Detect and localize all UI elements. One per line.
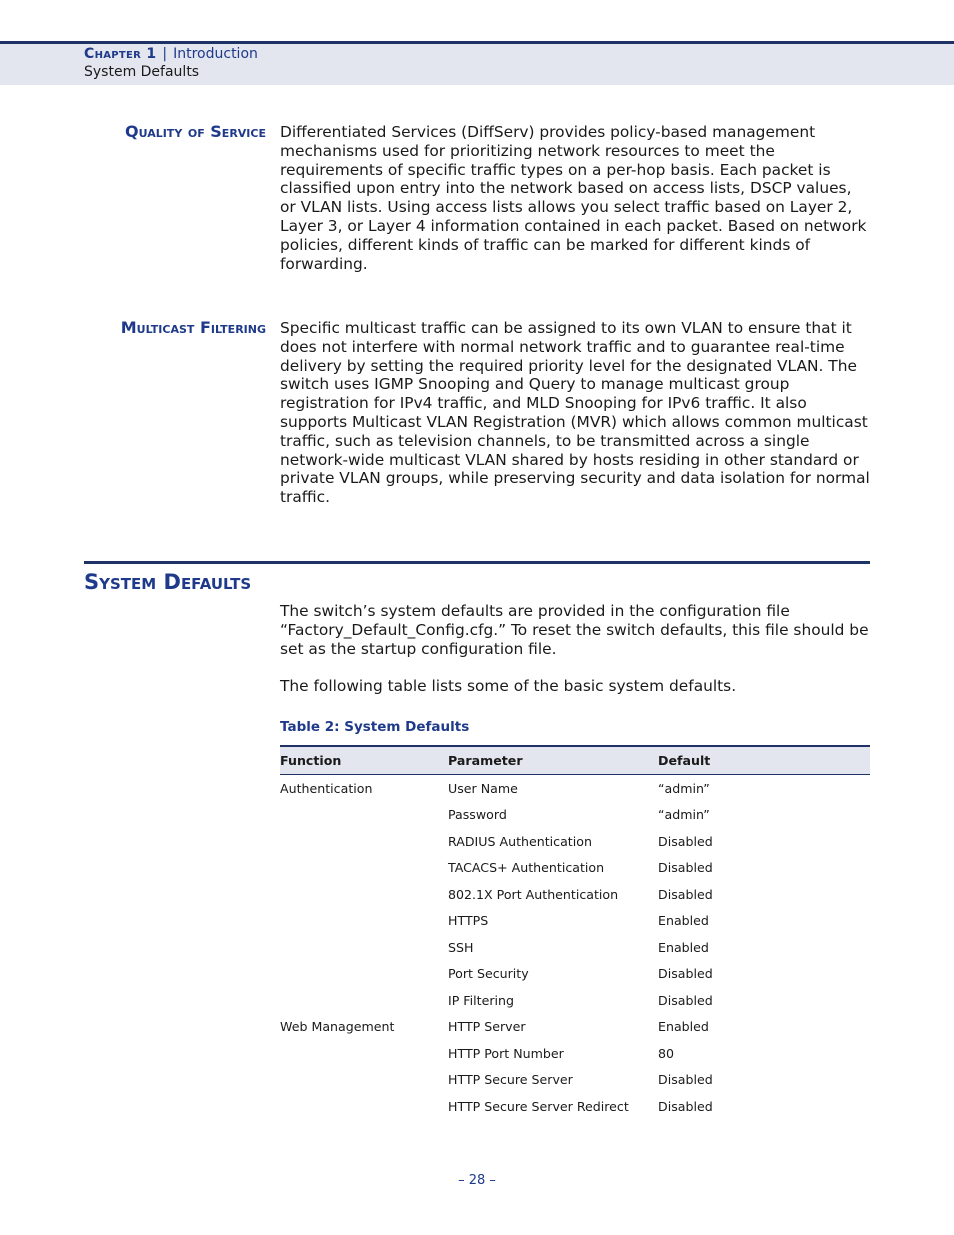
column-header-default: Default bbox=[658, 746, 870, 775]
system-defaults-table bbox=[280, 745, 870, 1120]
table-row bbox=[280, 855, 870, 882]
table-row bbox=[280, 934, 870, 961]
header-section: System Defaults bbox=[84, 64, 200, 80]
cell-default: Enabled bbox=[658, 913, 709, 929]
cell-default: Disabled bbox=[658, 1098, 713, 1114]
multicast-heading: Multicast Filtering bbox=[120, 318, 266, 337]
cell-function bbox=[280, 1093, 448, 1120]
cell-parameter: RADIUS Authentication bbox=[448, 833, 592, 849]
qos-heading: Quality of Service bbox=[125, 122, 266, 141]
cell-function: Authentication bbox=[280, 780, 373, 796]
cell-parameter: 802.1X Port Authentication bbox=[448, 886, 619, 902]
cell-parameter: SSH bbox=[448, 939, 474, 955]
table-row bbox=[280, 828, 870, 855]
defaults-paragraph-2: The following table lists some of the basic system defaults. bbox=[280, 677, 737, 695]
section-divider bbox=[84, 561, 870, 564]
cell-default: “admin” bbox=[658, 807, 710, 823]
cell-function bbox=[280, 828, 448, 855]
cell-default: Disabled bbox=[658, 1072, 713, 1088]
header-chapter: Chapter 1 bbox=[84, 46, 157, 62]
cell-function bbox=[280, 855, 448, 882]
table-header-row bbox=[280, 746, 870, 775]
defaults-paragraph-1: The switch’s system defaults are provided in the configuration file “Factory_Default_Config.cfg.” To reset the switch defaults, this file should be set as the startup configuration file. bbox=[280, 602, 869, 658]
cell-function bbox=[280, 1067, 448, 1094]
table-row bbox=[280, 961, 870, 988]
cell-function bbox=[280, 987, 448, 1014]
cell-default: Disabled bbox=[658, 833, 713, 849]
table-caption: Table 2: System Defaults bbox=[280, 719, 470, 735]
cell-function bbox=[280, 961, 448, 988]
column-header-function: Function bbox=[280, 746, 448, 775]
cell-function bbox=[280, 881, 448, 908]
page-number: – 28 – bbox=[458, 1173, 496, 1188]
cell-parameter: Port Security bbox=[448, 966, 529, 982]
table-body bbox=[280, 775, 870, 1120]
table-row bbox=[280, 775, 870, 802]
qos-paragraph: Differentiated Services (DiffServ) provides policy-based management mechanisms used for prioritizing network resources to meet the requirements of specific traffic types on a per-hop basis. Each packet is classified upon entry into the network based on access lists, DSCP values, or VLAN lists. Using access lists allows you select traffic based on Layer 2, Layer 3, or Layer 4 information contained in each packet. Based on network policies, different kinds of traffic can be marked for different kinds of forwarding. bbox=[280, 123, 867, 273]
cell-function: Web Management bbox=[280, 1019, 395, 1035]
header-separator: | bbox=[162, 46, 168, 62]
cell-default: “admin” bbox=[658, 780, 710, 796]
cell-default: Disabled bbox=[658, 886, 713, 902]
table-row bbox=[280, 1040, 870, 1067]
table-row bbox=[280, 1014, 870, 1041]
cell-function bbox=[280, 934, 448, 961]
cell-parameter: Password bbox=[448, 807, 507, 823]
column-header-parameter: Parameter bbox=[448, 746, 658, 775]
table-row bbox=[280, 1093, 870, 1120]
cell-parameter: HTTP Port Number bbox=[448, 1045, 564, 1061]
cell-default: Enabled bbox=[658, 1019, 709, 1035]
header-chapter-line bbox=[84, 46, 258, 62]
cell-parameter: User Name bbox=[448, 780, 518, 796]
table-row bbox=[280, 987, 870, 1014]
section-title: System Defaults bbox=[84, 570, 252, 594]
multicast-paragraph: Specific multicast traffic can be assigned to its own VLAN to ensure that it does not interfere with normal network traffic and to guarantee real-time delivery by setting the required priority level for the designated VLAN. The switch uses IGMP Snooping and Query to manage multicast group registration for IPv4 traffic, and MLD Snooping for IPv6 traffic. It also supports Multicast VLAN Registration (MVR) which allows common multicast traffic, such as television channels, to be transmitted across a single network-wide multicast VLAN shared by hosts residing in other standard or private VLAN groups, while preserving security and data isolation for normal traffic. bbox=[280, 319, 870, 507]
cell-function bbox=[280, 802, 448, 829]
cell-parameter: HTTPS bbox=[448, 913, 489, 929]
table-row bbox=[280, 1067, 870, 1094]
cell-default: Enabled bbox=[658, 939, 709, 955]
cell-function bbox=[280, 1040, 448, 1067]
table-row bbox=[280, 881, 870, 908]
cell-parameter: IP Filtering bbox=[448, 992, 514, 1008]
header-chapter-title: Introduction bbox=[173, 46, 258, 62]
cell-default: 80 bbox=[658, 1045, 675, 1061]
cell-parameter: TACACS+ Authentication bbox=[448, 860, 605, 876]
cell-parameter: HTTP Server bbox=[448, 1019, 526, 1035]
cell-function bbox=[280, 908, 448, 935]
table-row bbox=[280, 908, 870, 935]
cell-default: Disabled bbox=[658, 860, 713, 876]
table-row bbox=[280, 802, 870, 829]
cell-parameter: HTTP Secure Server Redirect bbox=[448, 1098, 629, 1114]
cell-default: Disabled bbox=[658, 992, 713, 1008]
cell-parameter: HTTP Secure Server bbox=[448, 1072, 573, 1088]
cell-default: Disabled bbox=[658, 966, 713, 982]
